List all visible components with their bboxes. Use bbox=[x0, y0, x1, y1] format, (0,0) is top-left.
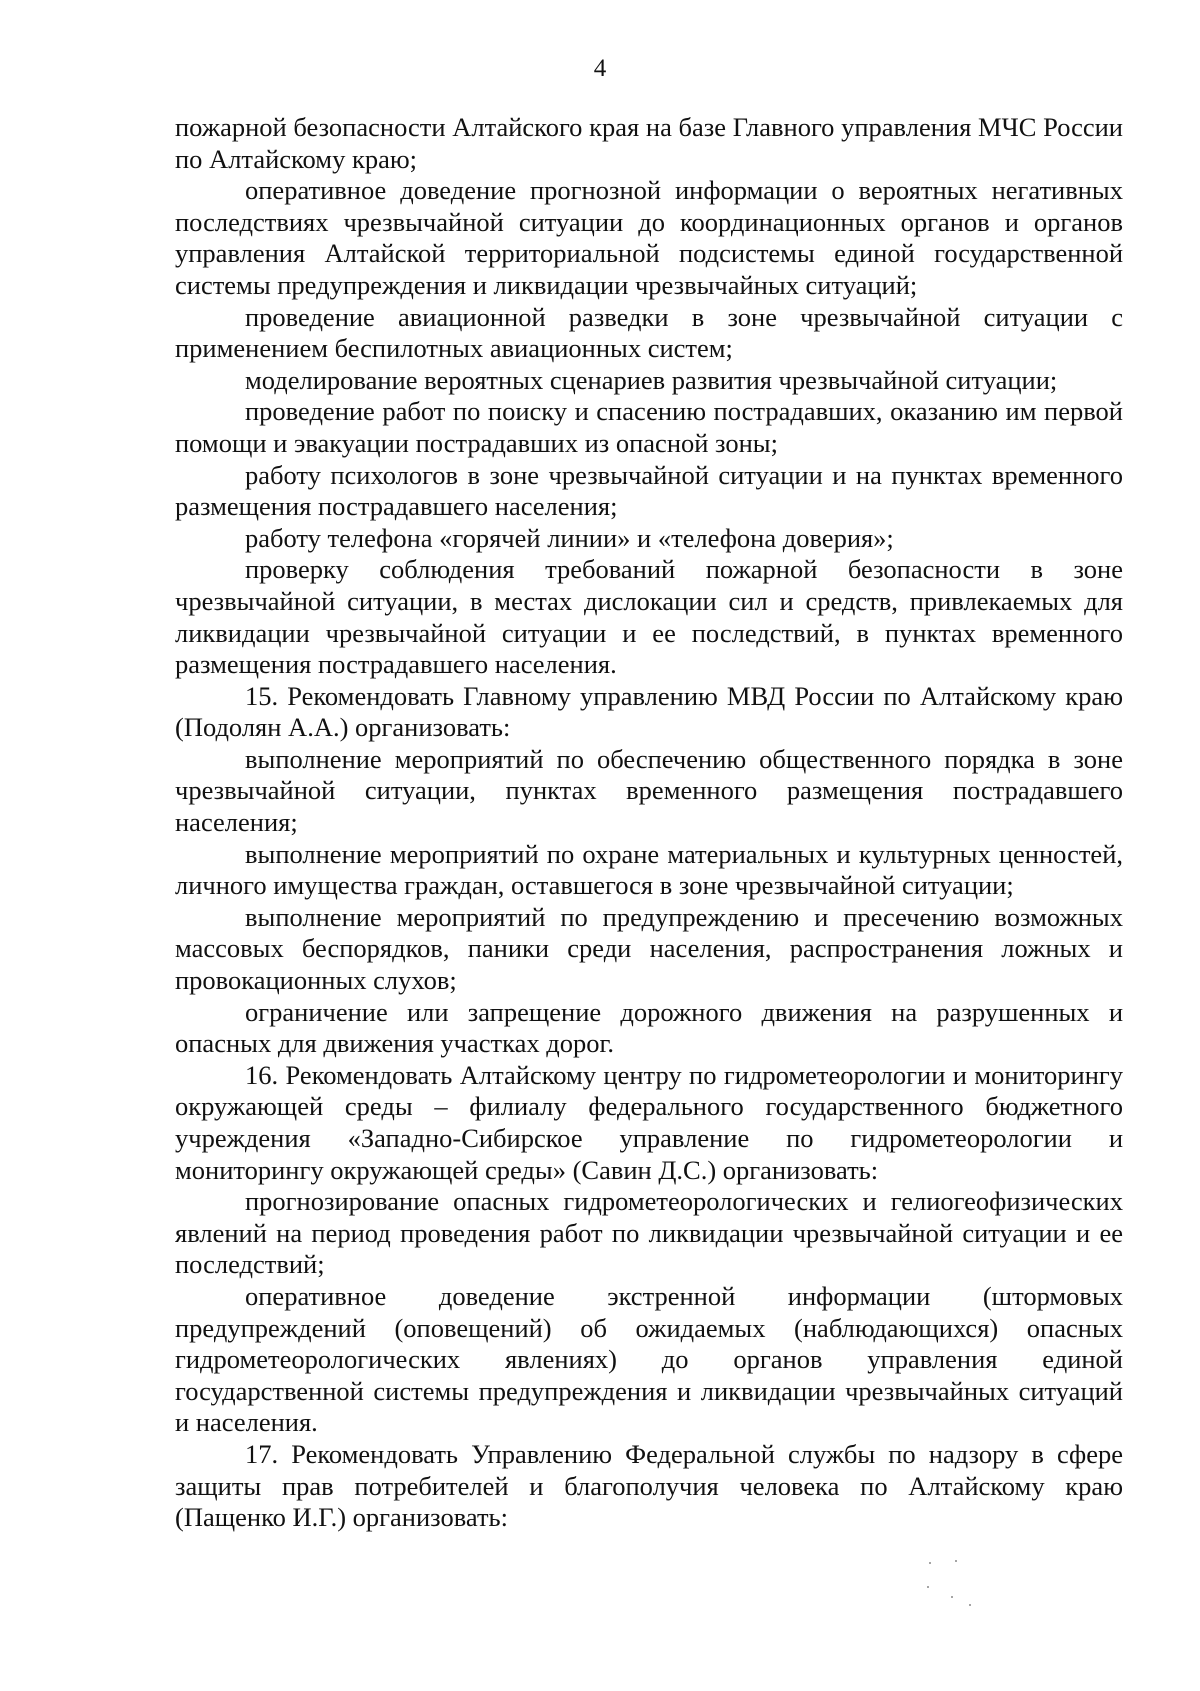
paragraph: пожарной безопасности Алтайского края на базе Главного управления МЧС России по Алтайскому краю; bbox=[175, 112, 1123, 174]
scan-speck bbox=[969, 1604, 971, 1606]
paragraph: проверку соблюдения требований пожарной безопасности в зоне чрезвычайной ситуации, в местах дислокации сил и средств, привлекаемых для ликвидации чрезвычайной ситуации и ее последствий, в пунктах временного размещения пострадавшего населения. bbox=[175, 554, 1123, 680]
numbered-paragraph-16: 16. Рекомендовать Алтайскому центру по гидрометеорологии и мониторингу окружающей среды – филиалу федерального государственного бюджетного учреждения «Западно-Сибирское управление по гидрометеорологии и мониторингу окружающей среды» (Савин Д.С.) организовать: bbox=[175, 1059, 1123, 1185]
numbered-paragraph-17: 17. Рекомендовать Управлению Федеральной службы по надзору в сфере защиты прав потребителей и благополучия человека по Алтайскому краю (Пащенко И.Г.) организовать: bbox=[175, 1438, 1123, 1533]
paragraph: выполнение мероприятий по охране материальных и культурных ценностей, личного имущества граждан, оставшегося в зоне чрезвычайной ситуации; bbox=[175, 838, 1123, 901]
paragraph: работу психологов в зоне чрезвычайной ситуации и на пунктах временного размещения пострадавшего населения; bbox=[175, 459, 1123, 522]
page-number: 4 bbox=[593, 55, 607, 82]
paragraph: выполнение мероприятий по обеспечению общественного порядка в зоне чрезвычайной ситуации, пунктах временного размещения пострадавшего населения; bbox=[175, 743, 1123, 838]
paragraph: моделирование вероятных сценариев развития чрезвычайной ситуации; bbox=[245, 364, 1058, 395]
scan-speck bbox=[927, 1586, 929, 1588]
numbered-paragraph-15: 15. Рекомендовать Главному управлению МВД России по Алтайскому краю (Подолян А.А.) организовать: bbox=[175, 680, 1123, 743]
paragraph: работу телефона «горячей линии» и «телефона доверия»; bbox=[245, 522, 894, 553]
paragraph: прогнозирование опасных гидрометеорологических и гелиогеофизических явлений на период проведения работ по ликвидации чрезвычайной ситуации и ее последствий; bbox=[175, 1186, 1123, 1280]
document-body bbox=[175, 112, 1123, 1534]
paragraph: проведение авиационной разведки в зоне чрезвычайной ситуации с применением беспилотных авиационных систем; bbox=[175, 301, 1123, 364]
paragraph: оперативное доведение прогнозной информации о вероятных негативных последствиях чрезвычайной ситуации до координационных органов и органов управления Алтайской территориальной подсистемы единой государственной системы предупреждения и ликвидации чрезвычайных ситуаций; bbox=[175, 175, 1123, 300]
scan-speck bbox=[929, 1562, 931, 1564]
scan-speck bbox=[955, 1560, 957, 1562]
paragraph: ограничение или запрещение дорожного движения на разрушенных и опасных для движения участках дорог. bbox=[175, 996, 1123, 1059]
paragraph: выполнение мероприятий по предупреждению и пресечению возможных массовых беспорядков, паники среди населения, распространения ложных и провокационных слухов; bbox=[175, 901, 1123, 996]
scan-specks bbox=[925, 1560, 985, 1620]
scan-speck bbox=[951, 1596, 953, 1598]
paragraph: оперативное доведение экстренной информации (штормовых предупреждений (оповещений) об ожидаемых (наблюдающихся) опасных гидрометеорологических явлениях) до органов управления единой государственной системы предупреждения и ликвидации чрезвычайных ситуаций и населения. bbox=[175, 1280, 1123, 1438]
paragraph: проведение работ по поиску и спасению пострадавших, оказанию им первой помощи и эвакуации пострадавших из опасной зоны; bbox=[175, 396, 1123, 458]
